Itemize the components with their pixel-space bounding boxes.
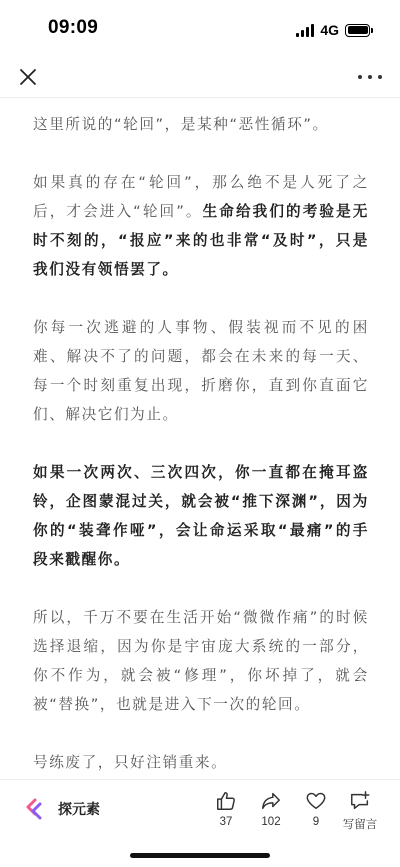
share-count: 102	[261, 816, 281, 828]
thumbs-up-icon	[215, 790, 237, 812]
paragraph-text: 这里所说的“轮回”，是某种“恶性循环”。	[33, 116, 329, 133]
more-horizontal-icon[interactable]	[358, 65, 382, 89]
network-type: 4G	[320, 22, 339, 38]
paragraph-text: 号练废了，只好注销重来。	[33, 754, 228, 771]
article-paragraph	[33, 748, 369, 777]
comment-label: 写留言	[342, 819, 378, 831]
like-count: 37	[219, 816, 233, 828]
paragraph-text: 所以，千万不要在生活开始“微微作痛”的时候选择退缩，因为你是宇宙庞大系统的一部分，你不作为，就会被“修理”，你坏掉了，就会被“替换”，也就是进入下一次的轮回。	[33, 609, 369, 713]
like-button[interactable]	[204, 790, 248, 828]
share-button[interactable]	[249, 790, 293, 828]
status-time: 09:09	[48, 17, 99, 38]
article-paragraph	[33, 458, 369, 574]
bottom-action-bar	[0, 779, 400, 841]
comment-button[interactable]	[338, 790, 382, 832]
share-icon	[260, 790, 282, 812]
nav-bar	[0, 56, 400, 98]
article-paragraph	[33, 313, 369, 429]
comment-add-icon	[349, 790, 371, 812]
article-paragraph	[33, 110, 369, 139]
status-bar	[0, 0, 400, 56]
author-logo	[22, 797, 46, 821]
author-info[interactable]	[22, 797, 100, 821]
favorite-button[interactable]	[294, 790, 338, 828]
home-indicator	[130, 853, 270, 858]
article-paragraph	[33, 168, 369, 284]
bold-text: 如果一次两次、三次四次，你一直都在掩耳盗铃，企图蒙混过关，就会被“推下深渊”，因为你的“装聋作哑”，会让命运采取“最痛”的手段来戳醒你。	[33, 464, 369, 568]
heart-icon	[305, 790, 327, 812]
article-body	[33, 110, 369, 806]
bold-text: 生命给我们的考验是无时不刻的，“报应”来的也非常“及时”，只是我们没有领悟罢了。	[33, 203, 369, 278]
favorite-count: 9	[312, 816, 320, 828]
signal-icon	[296, 24, 314, 37]
article-paragraph	[33, 603, 369, 719]
author-name: 探元素	[58, 802, 100, 818]
battery-icon	[345, 24, 370, 37]
paragraph-text: 如果真的存在“轮回”，那么绝不是人死了之后，才会进入“轮回”。	[33, 174, 369, 220]
close-icon[interactable]	[16, 65, 40, 89]
paragraph-text: 你每一次逃避的人事物、假装视而不见的困难、解决不了的问题，都会在未来的每一天、每一个时刻重复出现，折磨你，直到你直面它们、解决它们为止。	[33, 319, 369, 423]
status-indicators	[296, 22, 370, 38]
